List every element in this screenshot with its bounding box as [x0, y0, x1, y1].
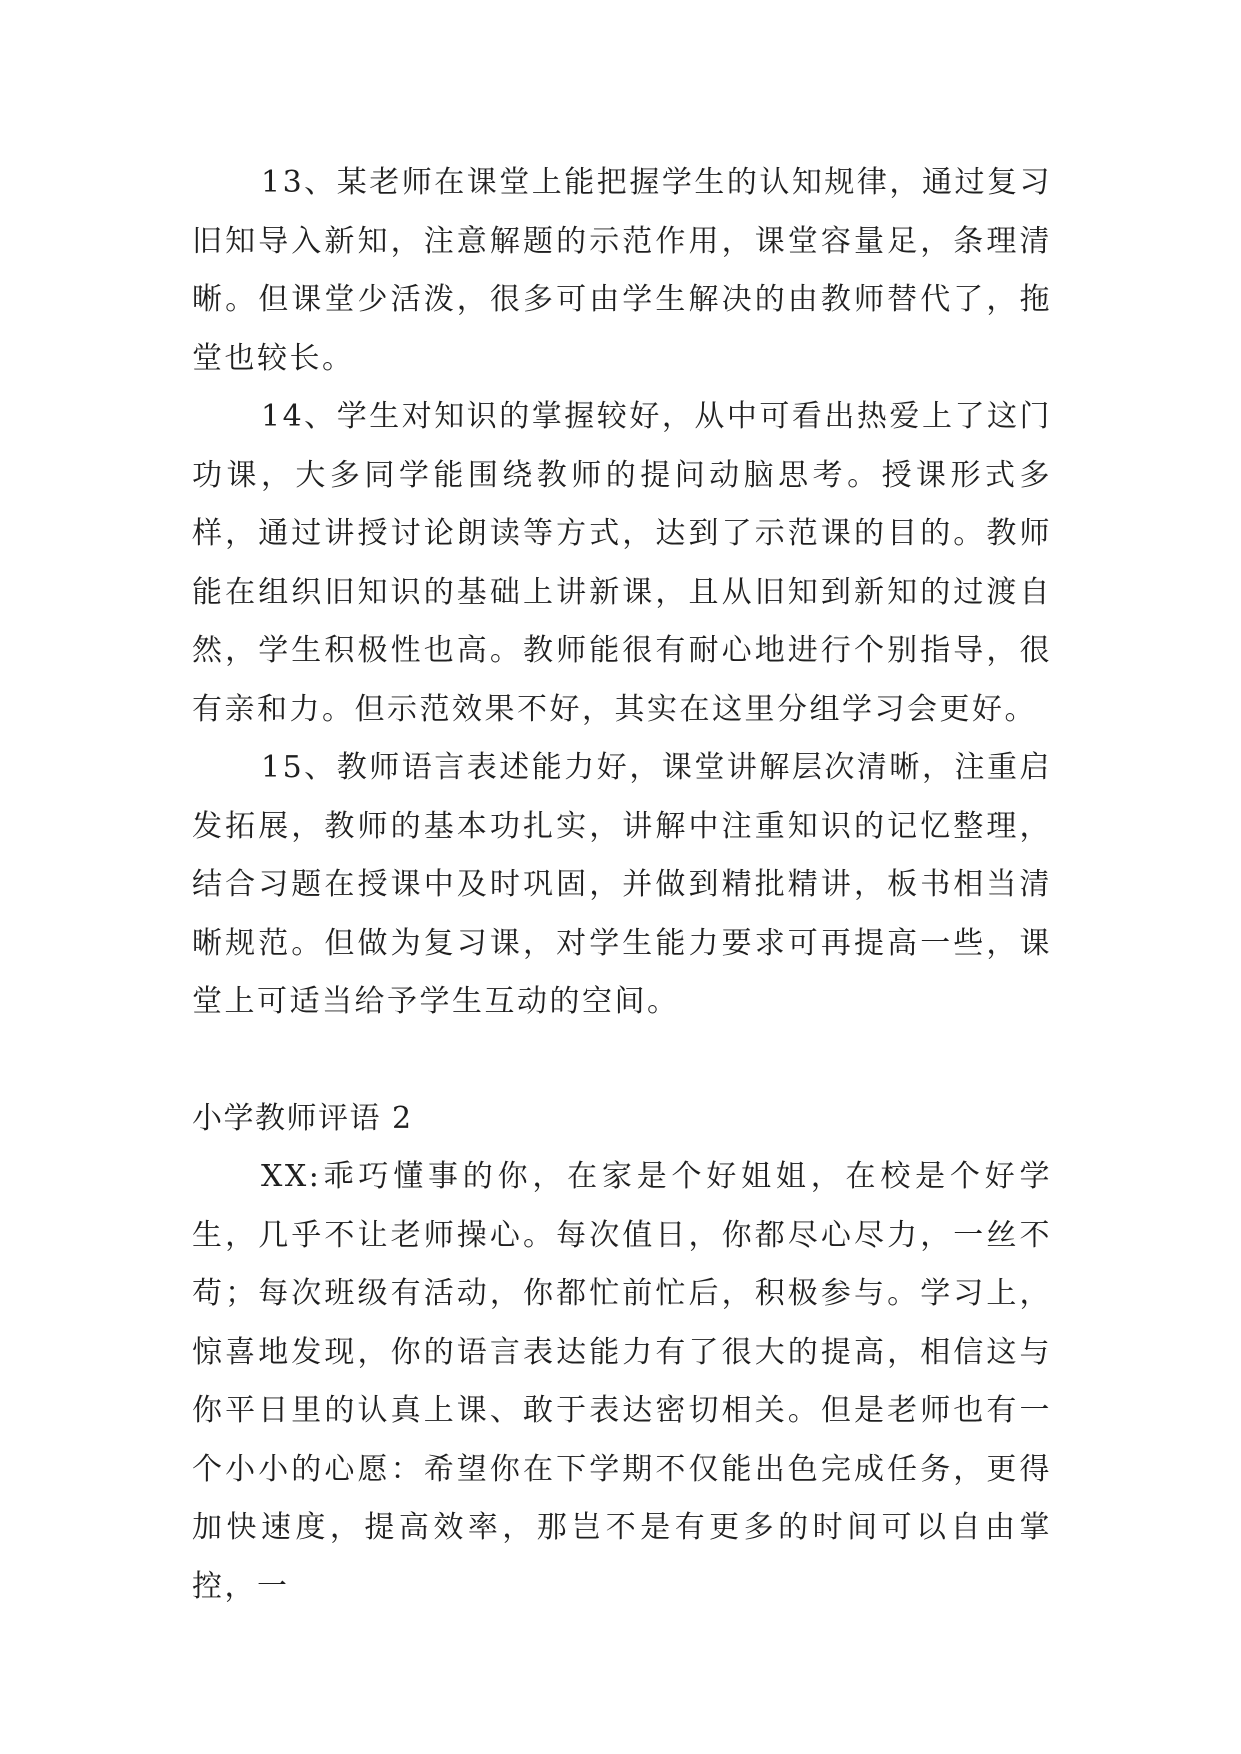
section-heading: 小学教师评语 2: [192, 1100, 413, 1136]
paragraph-14: 14、学生对知识的掌握较好，从中可看出热爱上了这门功课，大多同学能围绕教师的提问动脑思考。授课形式多样，通过讲授讨论朗读等方式，达到了示范课的目的。教师能在组织旧知识的基础上讲新课，且从旧知到新知的过渡自然，学生积极性也高。教师能很有耐心地进行个别指导，很有亲和力。但示范效果不好，其实在这里分组学习会更好。: [192, 399, 1052, 727]
paragraph-15: 15、教师语言表述能力好，课堂讲解层次清晰，注重启发拓展，教师的基本功扎实，讲解中注重知识的记忆整理，结合习题在授课中及时巩固，并做到精批精讲，板书相当清晰规范。但做为复习课，对学生能力要求可再提高一些，课堂上可适当给予学生互动的空间。: [192, 750, 1052, 1019]
paragraph-13: 13、某老师在课堂上能把握学生的认知规律，通过复习旧知导入新知，注意解题的示范作用，课堂容量足，条理清晰。但课堂少活泼，很多可由学生解决的由教师替代了，拖堂也较长。: [192, 165, 1052, 376]
paragraph-comment-xx: XX:乖巧懂事的你，在家是个好姐姐，在校是个好学生，几乎不让老师操心。每次值日，你都尽心尽力，一丝不苟；每次班级有活动，你都忙前忙后，积极参与。学习上，惊喜地发现，你的语言表达能力有了很大的提高，相信这与你平日里的认真上课、敢于表达密切相关。但是老师也有一个小小的心愿：希望你在下学期不仅能出色完成任务，更得加快速度，提高效率，那岂不是有更多的时间可以自由掌控，一: [192, 1159, 1052, 1604]
document-body: [192, 154, 1052, 1616]
